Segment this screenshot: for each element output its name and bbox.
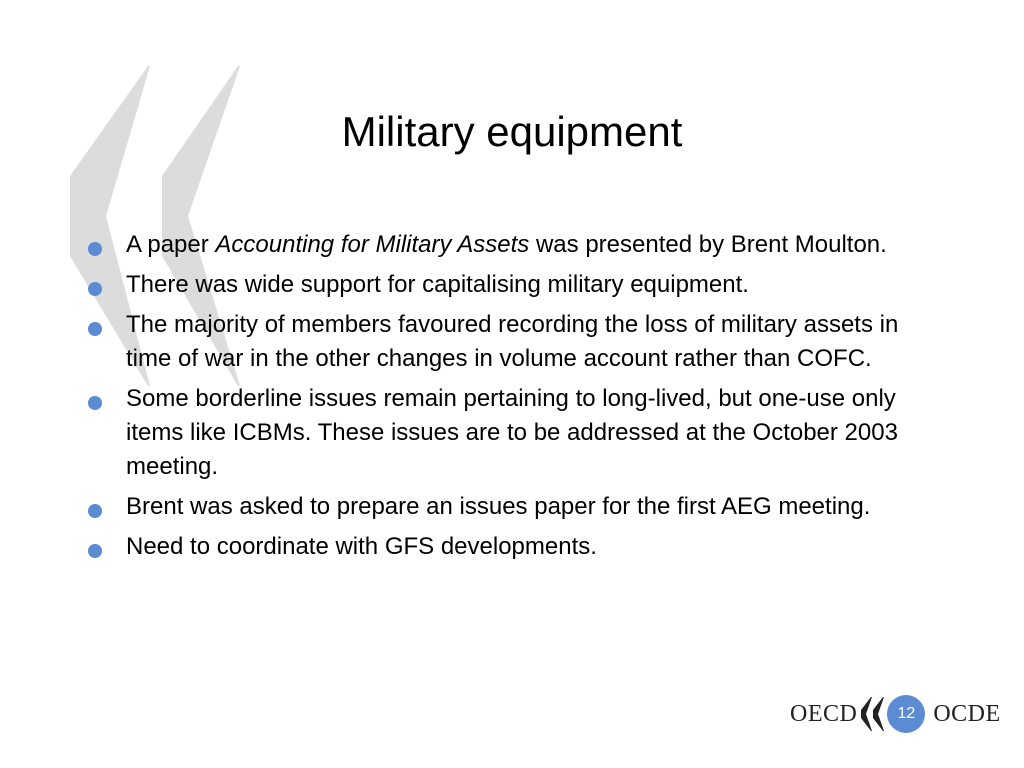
- bullet-text-tail: was presented by Brent Moulton.: [529, 231, 887, 258]
- bullet-text: Need to coordinate with GFS developments.: [126, 533, 597, 560]
- bullet-dot-icon: [88, 504, 102, 518]
- bullet-item: [86, 268, 946, 302]
- logo-text-ocde: OCDE: [933, 700, 1001, 727]
- bullet-list: [86, 228, 946, 570]
- bullet-text: Brent was asked to prepare an issues paper for the first AEG meeting.: [126, 493, 871, 520]
- oecd-chevron-logo-icon: [861, 697, 885, 731]
- bullet-item: [86, 530, 946, 564]
- page-number-badge: 12: [887, 695, 925, 733]
- bullet-dot-icon: [88, 322, 102, 336]
- bullet-item: [86, 490, 946, 524]
- bullet-dot-icon: [88, 544, 102, 558]
- bullet-text: A paper: [126, 231, 216, 258]
- slide-title: Military equipment: [341, 108, 683, 155]
- bullet-dot-icon: [88, 282, 102, 296]
- logo-text-oecd: OECD: [790, 700, 858, 727]
- bullet-text: The majority of members favoured recording the loss of military assets in time of war in the other changes in volume account rather than COFC.: [126, 311, 899, 372]
- bullet-item: [86, 228, 946, 262]
- bullet-item: [86, 308, 946, 376]
- bullet-text: There was wide support for capitalising military equipment.: [126, 271, 749, 298]
- bullet-dot-icon: [88, 242, 102, 256]
- bullet-item: [86, 382, 946, 484]
- bullet-italic-title: Accounting for Military Assets: [215, 231, 530, 258]
- bullet-dot-icon: [88, 396, 102, 410]
- bullet-text: Some borderline issues remain pertaining to long-lived, but one-use only items like ICBMs. These issues are to be addressed at the October 2003 meeting.: [126, 385, 898, 480]
- oecd-logo: [790, 694, 1001, 734]
